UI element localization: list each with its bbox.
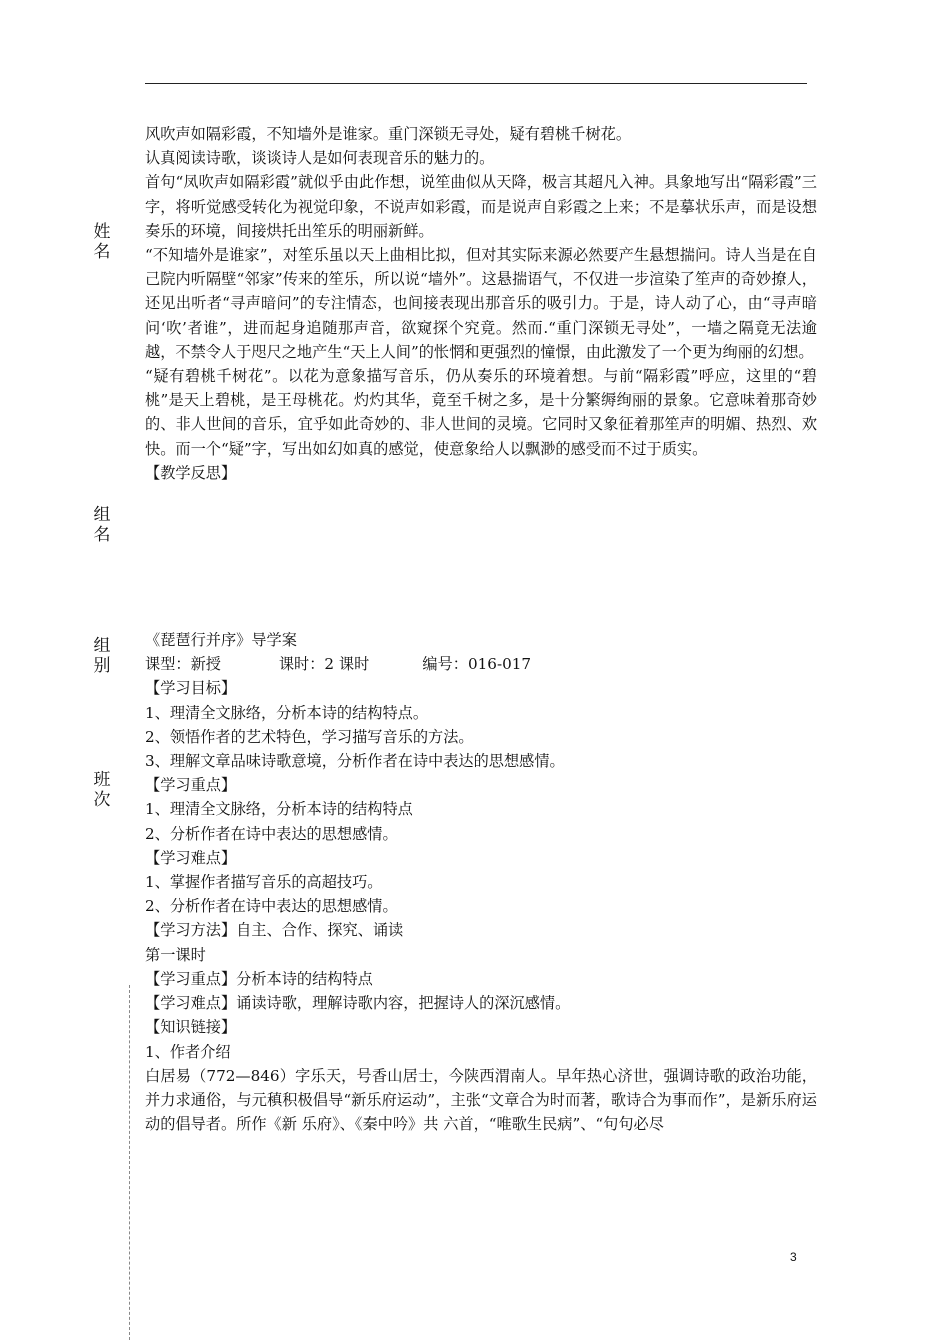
- course-info-line: 课型：新授 课时：2 课时 编号：016-017: [145, 655, 532, 674]
- sidebar-class-label: 班次: [93, 770, 111, 810]
- lesson-focus-line: 【学习重点】分析本诗的结构特点: [145, 969, 373, 988]
- learning-focus-item: 1、理清全文脉络，分析本诗的结构特点: [145, 800, 413, 819]
- lesson-difficulty-line: 【学习难点】诵读诗歌，理解诗歌内容，把握诗人的深沉感情。: [145, 994, 571, 1013]
- analysis-paragraph-2: “不知墙外是谁家”，对笙乐虽以天上曲相比拟，但对其实际来源必然要产生悬想揣问。诗人当是在自己院内听隔壁“邻家”传来的笙乐，所以说“墙外”。这悬揣语气，不仅进一步渲染了笙声的奇妙撩人，还见出听者“寻声暗问”的专注情态，也间接表现出那音乐的吸引力。于是，诗人动了心，由“寻声暗问‘吹’者谁”，进而起身追随那声音，欲窥探个究竟。然而.“重门深锁无寻处”，一墙之隔竟无法逾越，不禁令人于咫尺之地产生“天上人间”的怅惘和更强烈的憧憬，由此激发了一个更为绚丽的幻想。: [145, 246, 817, 361]
- learning-goals-heading: 【学习目标】: [145, 679, 237, 698]
- sidebar-name-label: 姓名: [93, 222, 111, 262]
- analysis-paragraph-1: 首句“凤吹声如隔彩霞”就似乎由此作想，说笙曲似从天降，极言其超凡入神。具象地写出“隔彩霞”三字，将听觉感受转化为视觉印象，不说声如彩霞，而是说声自彩霞之上来；不是摹状乐声，而是设想奏乐的环境，间接烘托出笙乐的明丽新鲜。: [145, 173, 817, 240]
- reflection-blank-space: [145, 485, 817, 628]
- learning-goal-item: 3、理解文章品味诗歌意境，分析作者在诗中表达的思想感情。: [145, 752, 565, 771]
- author-bio-paragraph: 白居易（772—846）字乐天，号香山居士，今陕西渭南人。早年热心济世，强调诗歌的政治功能，并力求通俗，与元稹积极倡导“新乐府运动”，主张“文章合为时而著，歌诗合为事而作”，是新乐府运动的倡导者。所作《新 乐府》、《秦中吟》共 六首，“唯歌生民病”、“句句必尽: [145, 1066, 817, 1134]
- binding-line: [129, 985, 130, 1340]
- reading-question: 认真阅读诗歌，谈谈诗人是如何表现音乐的魅力的。: [145, 149, 495, 168]
- author-intro-heading: 1、作者介绍: [145, 1042, 231, 1061]
- knowledge-link-heading: 【知识链接】: [145, 1018, 237, 1037]
- header-rule: [145, 83, 807, 84]
- document-body: [145, 122, 817, 1136]
- learning-focus-item: 2、分析作者在诗中表达的思想感情。: [145, 824, 398, 843]
- learning-difficulty-heading: 【学习难点】: [145, 848, 237, 867]
- learning-focus-heading: 【学习重点】: [145, 776, 237, 795]
- teaching-reflection-heading: 【教学反思】: [145, 463, 237, 482]
- learning-goal-item: 1、理清全文脉络，分析本诗的结构特点。: [145, 703, 429, 722]
- sidebar-group-label: 组别: [93, 636, 111, 676]
- analysis-paragraph-3: “疑有碧桃千树花”。以花为意象描写音乐，仍从奏乐的环境着想。与前“隔彩霞”呼应，这里的“碧桃”是天上碧桃，是王母桃花。灼灼其华，竟至千树之多，是十分繁缛绚丽的景象。它意味着那奇妙的、非人世间的音乐，宜乎如此奇妙的、非人世间的灵境。它同时又象征着那笙声的明媚、热烈、欢快。而一个“疑”字，写出如幻如真的感觉，使意象给人以飘渺的感受而不过于质实。: [145, 367, 817, 458]
- learning-method-line: 【学习方法】自主、合作、探究、诵读: [145, 921, 404, 940]
- learning-goal-item: 2、领悟作者的艺术特色，学习描写音乐的方法。: [145, 727, 474, 746]
- learning-difficulty-item: 2、分析作者在诗中表达的思想感情。: [145, 897, 398, 916]
- study-guide-title: 《琵琶行并序》导学案: [145, 631, 297, 650]
- poem-text: 风吹声如隔彩霞，不知墙外是谁家。重门深锁无寻处，疑有碧桃千树花。: [145, 125, 631, 143]
- learning-difficulty-item: 1、掌握作者描写音乐的高超技巧。: [145, 873, 383, 892]
- lesson-one-heading: 第一课时: [145, 945, 206, 964]
- page-number: 3: [790, 1250, 797, 1264]
- sidebar-group-name-label: 组名: [93, 505, 111, 545]
